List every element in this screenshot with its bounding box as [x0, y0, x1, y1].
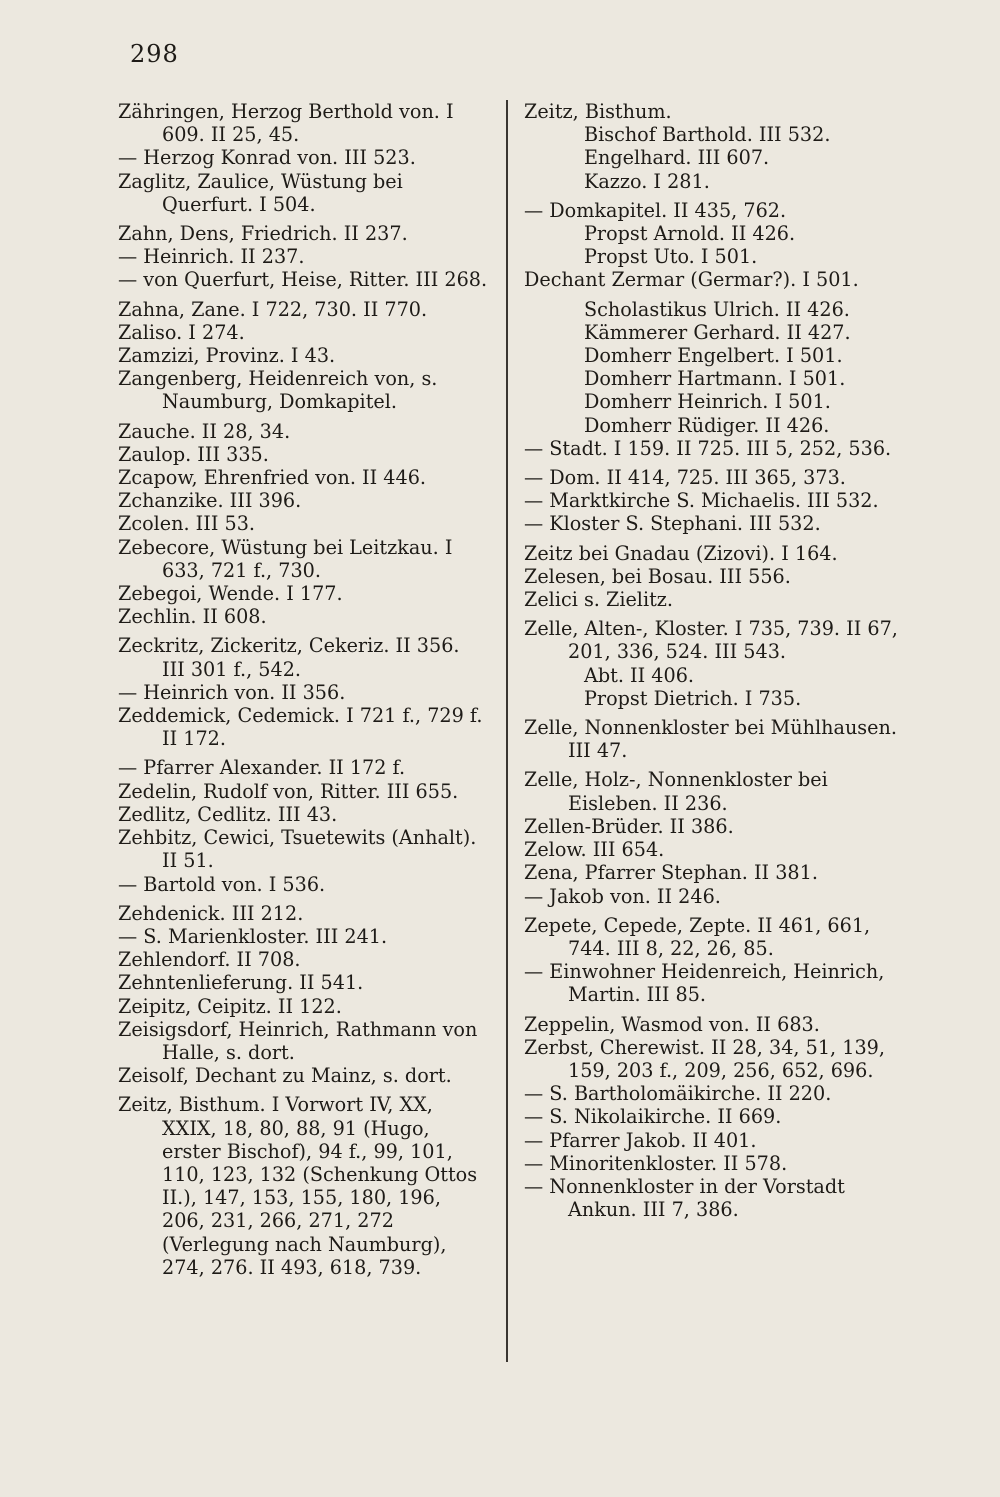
column-divider [506, 100, 508, 1362]
index-entry: Zelow. III 654. [524, 838, 665, 862]
index-entry: — S. Nikolaikirche. II 669. [524, 1105, 782, 1129]
index-entry: Zelle, Holz-, Nonnenkloster bei Eisleben. II 236. [524, 768, 828, 815]
index-entry: Zellen-Brüder. II 386. [524, 814, 734, 838]
index-entry: Zerbst, Cherewist. II 28, 34, 51, 139, 159, 203 f., 209, 256, 652, 696. [524, 1035, 885, 1082]
right-column [524, 100, 909, 1221]
index-entry: Zedelin, Rudolf von, Ritter. III 655. [118, 779, 459, 803]
index-entry: Zedlitz, Cedlitz. III 43. [118, 802, 338, 826]
index-entry: Zahna, Zane. I 722, 730. II 770. [118, 297, 428, 321]
index-entry: Abt. II 406. [584, 663, 695, 687]
index-entry: Zeddemick, Cedemick. I 721 f., 729 f. II 172. [118, 704, 483, 751]
index-entry: Zauche. II 28, 34. [118, 419, 291, 443]
page-number: 298 [130, 40, 179, 68]
index-entry: Engelhard. III 607. [584, 146, 770, 170]
index-entry: Zeitz, Bisthum. I Vorwort IV, XX, XXIX, 18, 80, 88, 91 (Hugo, erster Bischof), 94 f., 99, 101, 110, 123, 132 (Schenkung Ottos II.), 147, 153, 155, 180, 196, 206, 231, 266, 271, 272 (Verlegung nach Naumburg), 274, 276. II 493, 618, 739. [118, 1093, 478, 1279]
index-entry: Zechlin. II 608. [118, 605, 267, 629]
index-entry: Zepete, Cepede, Zepte. II 461, 661, 744. III 8, 22, 26, 85. [524, 913, 871, 960]
index-entry: Zelle, Alten-, Kloster. I 735, 739. II 67, 201, 336, 524. III 543. [524, 617, 898, 664]
index-entry: Domherr Hartmann. I 501. [584, 367, 846, 391]
index-entry: — Stadt. I 159. II 725. III 5, 252, 536. [524, 436, 892, 460]
index-entry: — Pfarrer Alexander. II 172 f. [118, 756, 406, 780]
index-entry: — Bartold von. I 536. [118, 872, 326, 896]
index-entry: Domherr Rüdiger. II 426. [584, 413, 830, 437]
index-entry: Propst Uto. I 501. [584, 245, 758, 269]
index-entry: Propst Dietrich. I 735. [584, 686, 802, 710]
index-entry: — Nonnenkloster in der Vorstadt Ankun. III 7, 386. [524, 1174, 845, 1222]
index-entry: Zelesen, bei Bosau. III 556. [524, 564, 791, 588]
index-entry: Zahn, Dens, Friedrich. II 237. [118, 222, 408, 246]
index-entry: — S. Bartholomäikirche. II 220. [524, 1082, 832, 1106]
index-entry: Zehlendorf. II 708. [118, 948, 301, 972]
index-entry: — Kloster S. Stephani. III 532. [524, 512, 821, 536]
index-entry: Zangenberg, Heidenreich von, s. Naumburg, Domkapitel. [118, 367, 438, 414]
index-entry: Zaulop. III 335. [118, 442, 269, 466]
index-entry: Zcolen. III 53. [118, 512, 256, 536]
index-entry: Domherr Heinrich. I 501. [584, 390, 831, 414]
index-entry: Zeisolf, Dechant zu Mainz, s. dort. [118, 1064, 452, 1088]
index-entry: — Herzog Konrad von. III 523. [118, 146, 416, 170]
index-entry: Zebegoi, Wende. I 177. [118, 582, 343, 606]
index-entry: Zähringen, Herzog Berthold von. I 609. II 25, 45. [118, 100, 454, 147]
index-entry: Zeckritz, Zickeritz, Cekeriz. II 356. III 301 f., 542. [118, 634, 460, 681]
index-entry: Zamzizi, Provinz. I 43. [118, 344, 336, 368]
index-entry: Zelici s. Zielitz. [524, 588, 674, 612]
left-column [118, 100, 488, 1279]
index-entry: Zeisigsdorf, Heinrich, Rathmann von Halle, s. dort. [118, 1017, 478, 1064]
index-entry: Zelle, Nonnenkloster bei Mühlhausen. III 47. [524, 716, 897, 763]
index-entry: — Marktkirche S. Michaelis. III 532. [524, 489, 879, 513]
index-entry: Domherr Engelbert. I 501. [584, 344, 843, 368]
index-entry: Zena, Pfarrer Stephan. II 381. [524, 861, 818, 885]
index-entry: Zchanzike. III 396. [118, 489, 302, 513]
index-entry: — von Querfurt, Heise, Ritter. III 268. [118, 268, 488, 292]
index-entry: — Dom. II 414, 725. III 365, 373. [524, 466, 846, 490]
index-entry: — S. Marienkloster. III 241. [118, 924, 388, 948]
index-entry: Kämmerer Gerhard. II 427. [584, 320, 851, 344]
index-entry: Zehbitz, Cewici, Tsuetewits (Anhalt). II 51. [118, 826, 477, 873]
index-entry: — Heinrich von. II 356. [118, 680, 346, 704]
index-entry: Zaliso. I 274. [118, 320, 245, 344]
index-entry: — Jakob von. II 246. [524, 884, 721, 908]
index-entry: Zeitz bei Gnadau (Zizovi). I 164. [524, 541, 838, 565]
index-entry: Zehdenick. III 212. [118, 901, 304, 925]
index-entry: Zcapow, Ehrenfried von. II 446. [118, 466, 427, 490]
index-entry: Bischof Barthold. III 532. [584, 123, 831, 147]
index-entry: Kazzo. I 281. [584, 169, 710, 193]
index-entry: — Domkapitel. II 435, 762. [524, 198, 787, 222]
index-entry: Propst Arnold. II 426. [584, 222, 796, 246]
index-entry: — Heinrich. II 237. [118, 245, 305, 269]
index-entry: — Pfarrer Jakob. II 401. [524, 1128, 757, 1152]
index-entry: Zeitz, Bisthum. [524, 100, 672, 123]
index-entry: — Minoritenkloster. II 578. [524, 1151, 788, 1175]
index-entry: Dechant Zermar (Germar?). I 501. [524, 268, 859, 292]
index-entry: Zeppelin, Wasmod von. II 683. [524, 1012, 820, 1036]
index-entry: Zebecore, Wüstung bei Leitzkau. I 633, 721 f., 730. [118, 535, 453, 582]
index-entry: Zaglitz, Zaulice, Wüstung bei Querfurt. I 504. [118, 169, 403, 216]
index-entry: Zeipitz, Ceipitz. II 122. [118, 994, 342, 1018]
index-entry: — Einwohner Heidenreich, Heinrich, Martin. III 85. [524, 960, 885, 1007]
index-entry: Zehntenlieferung. II 541. [118, 971, 364, 995]
index-entry: Scholastikus Ulrich. II 426. [584, 297, 850, 321]
